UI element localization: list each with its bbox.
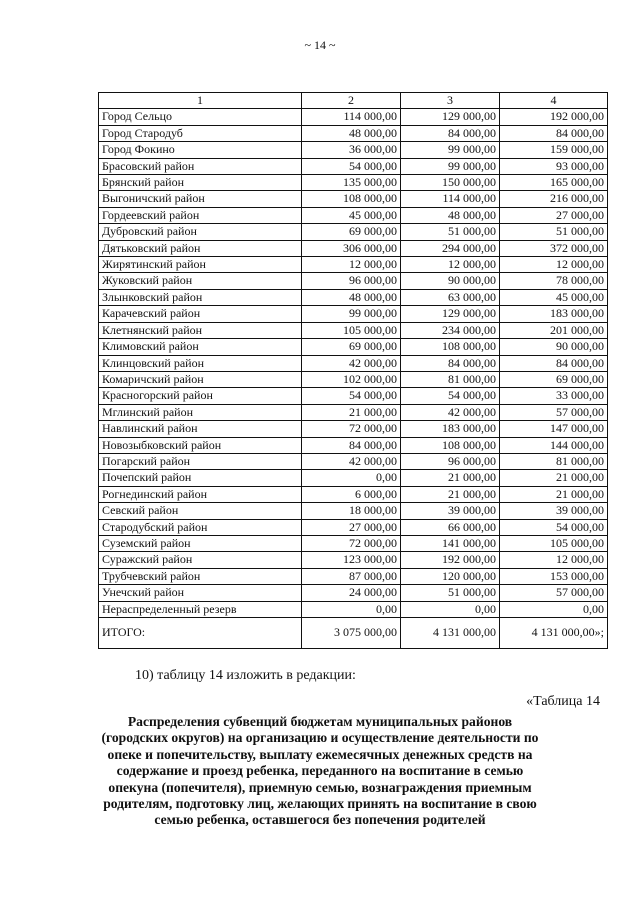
amount-cell: 12 000,00 xyxy=(500,257,608,273)
district-name-cell: Карачевский район xyxy=(99,306,302,322)
table-row xyxy=(99,388,608,404)
amount-cell: 0,00 xyxy=(302,601,401,617)
district-name-cell: Выгоничский район xyxy=(99,191,302,207)
amount-cell: 114 000,00 xyxy=(302,109,401,125)
table-row xyxy=(99,339,608,355)
amount-cell: 69 000,00 xyxy=(302,224,401,240)
district-name-cell: Новозыбковский район xyxy=(99,437,302,453)
amount-cell: 144 000,00 xyxy=(500,437,608,453)
amount-cell: 21 000,00 xyxy=(302,404,401,420)
table-row xyxy=(99,355,608,371)
table-row xyxy=(99,519,608,535)
amount-cell: 108 000,00 xyxy=(401,339,500,355)
amount-cell: 0,00 xyxy=(401,601,500,617)
amount-cell: 141 000,00 xyxy=(401,535,500,551)
amount-cell: 294 000,00 xyxy=(401,240,500,256)
amount-cell: 69 000,00 xyxy=(302,339,401,355)
amount-cell: 21 000,00 xyxy=(401,470,500,486)
district-name-cell: Комаричский район xyxy=(99,371,302,387)
total-row xyxy=(99,618,608,649)
amount-cell: 39 000,00 xyxy=(500,503,608,519)
amount-cell: 105 000,00 xyxy=(302,322,401,338)
amount-cell: 0,00 xyxy=(500,601,608,617)
amount-cell: 114 000,00 xyxy=(401,191,500,207)
district-name-cell: Клинцовский район xyxy=(99,355,302,371)
amount-cell: 84 000,00 xyxy=(401,125,500,141)
district-name-cell: Почепский район xyxy=(99,470,302,486)
table-row xyxy=(99,142,608,158)
amount-cell: 84 000,00 xyxy=(401,355,500,371)
amount-cell: 108 000,00 xyxy=(401,437,500,453)
amount-cell: 120 000,00 xyxy=(401,568,500,584)
amount-cell: 6 000,00 xyxy=(302,486,401,502)
amount-cell: 81 000,00 xyxy=(401,371,500,387)
amount-cell: 78 000,00 xyxy=(500,273,608,289)
amount-cell: 84 000,00 xyxy=(500,125,608,141)
table-row xyxy=(99,470,608,486)
amount-cell: 45 000,00 xyxy=(302,207,401,223)
table-row xyxy=(99,257,608,273)
table-row xyxy=(99,273,608,289)
amount-cell: 57 000,00 xyxy=(500,404,608,420)
table-row xyxy=(99,601,608,617)
amount-cell: 42 000,00 xyxy=(302,453,401,469)
table-row xyxy=(99,306,608,322)
district-name-cell: Навлинский район xyxy=(99,421,302,437)
amount-cell: 306 000,00 xyxy=(302,240,401,256)
amount-cell: 234 000,00 xyxy=(401,322,500,338)
district-name-cell: Суземский район xyxy=(99,535,302,551)
table-row xyxy=(99,404,608,420)
amount-cell: 135 000,00 xyxy=(302,175,401,191)
amount-cell: 183 000,00 xyxy=(500,306,608,322)
amount-cell: 36 000,00 xyxy=(302,142,401,158)
table-row xyxy=(99,158,608,174)
amount-cell: 42 000,00 xyxy=(401,404,500,420)
amount-cell: 45 000,00 xyxy=(500,289,608,305)
district-name-cell: Гордеевский район xyxy=(99,207,302,223)
district-name-cell: Мглинский район xyxy=(99,404,302,420)
amendment-instruction: 10) таблицу 14 изложить в редакции: xyxy=(135,668,356,683)
table-row xyxy=(99,109,608,125)
amount-cell: 129 000,00 xyxy=(401,109,500,125)
table-row xyxy=(99,224,608,240)
district-name-cell: Дубровский район xyxy=(99,224,302,240)
district-name-cell: Клетнянский район xyxy=(99,322,302,338)
amount-cell: 18 000,00 xyxy=(302,503,401,519)
amount-cell: 48 000,00 xyxy=(302,125,401,141)
district-name-cell: Город Сельцо xyxy=(99,109,302,125)
amount-cell: 54 000,00 xyxy=(401,388,500,404)
amount-cell: 192 000,00 xyxy=(500,109,608,125)
district-name-cell: Унечский район xyxy=(99,585,302,601)
table-heading: Распределения субвенций бюджетам муниципальных районов (городских округов) на организацию и осуществление деятельности по опеке и попечительству, выплату ежемесячных денежных средств на содержание и проезд ребенка, переданного на воспитание в семью опекуна (попечителя), приемную семью, вознаграждения приемным родителям, подготовку лиц, желающих принять на воспитание в свою семью ребенка, оставшегося без попечения родителей xyxy=(101,714,539,828)
table-row xyxy=(99,240,608,256)
amount-cell: 84 000,00 xyxy=(500,355,608,371)
district-name-cell: Брянский район xyxy=(99,175,302,191)
table-row xyxy=(99,322,608,338)
amount-cell: 27 000,00 xyxy=(302,519,401,535)
district-name-cell: Жуковский район xyxy=(99,273,302,289)
table-row xyxy=(99,125,608,141)
amount-cell: 51 000,00 xyxy=(401,224,500,240)
amount-cell: 129 000,00 xyxy=(401,306,500,322)
amount-cell: 4 131 000,00»; xyxy=(500,618,608,649)
table-label: «Таблица 14 xyxy=(526,694,600,709)
amount-cell: 84 000,00 xyxy=(302,437,401,453)
district-name-cell: Жирятинский район xyxy=(99,257,302,273)
amount-cell: 54 000,00 xyxy=(500,519,608,535)
table-body xyxy=(99,109,608,649)
district-name-cell: ИТОГО: xyxy=(99,618,302,649)
district-name-cell: Нераспределенный резерв xyxy=(99,601,302,617)
amount-cell: 3 075 000,00 xyxy=(302,618,401,649)
amount-cell: 96 000,00 xyxy=(401,453,500,469)
district-name-cell: Город Стародуб xyxy=(99,125,302,141)
table-row xyxy=(99,585,608,601)
amount-cell: 42 000,00 xyxy=(302,355,401,371)
amount-cell: 108 000,00 xyxy=(302,191,401,207)
amount-cell: 57 000,00 xyxy=(500,585,608,601)
district-name-cell: Дятьковский район xyxy=(99,240,302,256)
district-name-cell: Погарский район xyxy=(99,453,302,469)
amount-cell: 33 000,00 xyxy=(500,388,608,404)
amount-cell: 48 000,00 xyxy=(401,207,500,223)
table-row xyxy=(99,175,608,191)
amount-cell: 72 000,00 xyxy=(302,421,401,437)
amount-cell: 12 000,00 xyxy=(302,257,401,273)
amount-cell: 66 000,00 xyxy=(401,519,500,535)
amount-cell: 153 000,00 xyxy=(500,568,608,584)
subvention-table xyxy=(98,92,608,649)
amount-cell: 105 000,00 xyxy=(500,535,608,551)
table-row xyxy=(99,191,608,207)
amount-cell: 51 000,00 xyxy=(500,224,608,240)
amount-cell: 99 000,00 xyxy=(302,306,401,322)
amount-cell: 216 000,00 xyxy=(500,191,608,207)
district-name-cell: Климовский район xyxy=(99,339,302,355)
district-name-cell: Город Фокино xyxy=(99,142,302,158)
table-row xyxy=(99,503,608,519)
column-header: 3 xyxy=(401,93,500,109)
amount-cell: 72 000,00 xyxy=(302,535,401,551)
district-name-cell: Красногорский район xyxy=(99,388,302,404)
amount-cell: 99 000,00 xyxy=(401,158,500,174)
column-header: 2 xyxy=(302,93,401,109)
amount-cell: 150 000,00 xyxy=(401,175,500,191)
amount-cell: 102 000,00 xyxy=(302,371,401,387)
amount-cell: 372 000,00 xyxy=(500,240,608,256)
table-row xyxy=(99,207,608,223)
amount-cell: 123 000,00 xyxy=(302,552,401,568)
amount-cell: 90 000,00 xyxy=(500,339,608,355)
table-row xyxy=(99,486,608,502)
column-header: 4 xyxy=(500,93,608,109)
amount-cell: 21 000,00 xyxy=(401,486,500,502)
amount-cell: 147 000,00 xyxy=(500,421,608,437)
column-header: 1 xyxy=(99,93,302,109)
amount-cell: 87 000,00 xyxy=(302,568,401,584)
amount-cell: 63 000,00 xyxy=(401,289,500,305)
amount-cell: 4 131 000,00 xyxy=(401,618,500,649)
district-name-cell: Суражский район xyxy=(99,552,302,568)
district-name-cell: Севский район xyxy=(99,503,302,519)
district-name-cell: Брасовский район xyxy=(99,158,302,174)
table-header-row xyxy=(99,93,608,109)
amount-cell: 0,00 xyxy=(302,470,401,486)
amount-cell: 90 000,00 xyxy=(401,273,500,289)
amount-cell: 93 000,00 xyxy=(500,158,608,174)
amount-cell: 21 000,00 xyxy=(500,470,608,486)
table-row xyxy=(99,568,608,584)
amount-cell: 81 000,00 xyxy=(500,453,608,469)
table-row xyxy=(99,421,608,437)
amount-cell: 54 000,00 xyxy=(302,158,401,174)
district-name-cell: Трубчевский район xyxy=(99,568,302,584)
district-name-cell: Рогнединский район xyxy=(99,486,302,502)
district-name-cell: Стародубский район xyxy=(99,519,302,535)
amount-cell: 69 000,00 xyxy=(500,371,608,387)
amount-cell: 12 000,00 xyxy=(401,257,500,273)
amount-cell: 27 000,00 xyxy=(500,207,608,223)
table-row xyxy=(99,289,608,305)
amount-cell: 96 000,00 xyxy=(302,273,401,289)
amount-cell: 159 000,00 xyxy=(500,142,608,158)
page-number: ~ 14 ~ xyxy=(304,38,336,52)
table-row xyxy=(99,552,608,568)
amount-cell: 54 000,00 xyxy=(302,388,401,404)
table-row xyxy=(99,453,608,469)
amount-cell: 201 000,00 xyxy=(500,322,608,338)
amount-cell: 12 000,00 xyxy=(500,552,608,568)
amount-cell: 24 000,00 xyxy=(302,585,401,601)
amount-cell: 192 000,00 xyxy=(401,552,500,568)
amount-cell: 48 000,00 xyxy=(302,289,401,305)
table-row xyxy=(99,371,608,387)
amount-cell: 165 000,00 xyxy=(500,175,608,191)
table-row xyxy=(99,535,608,551)
table-row xyxy=(99,437,608,453)
district-name-cell: Злынковский район xyxy=(99,289,302,305)
amount-cell: 183 000,00 xyxy=(401,421,500,437)
amount-cell: 99 000,00 xyxy=(401,142,500,158)
amount-cell: 39 000,00 xyxy=(401,503,500,519)
amount-cell: 51 000,00 xyxy=(401,585,500,601)
amount-cell: 21 000,00 xyxy=(500,486,608,502)
